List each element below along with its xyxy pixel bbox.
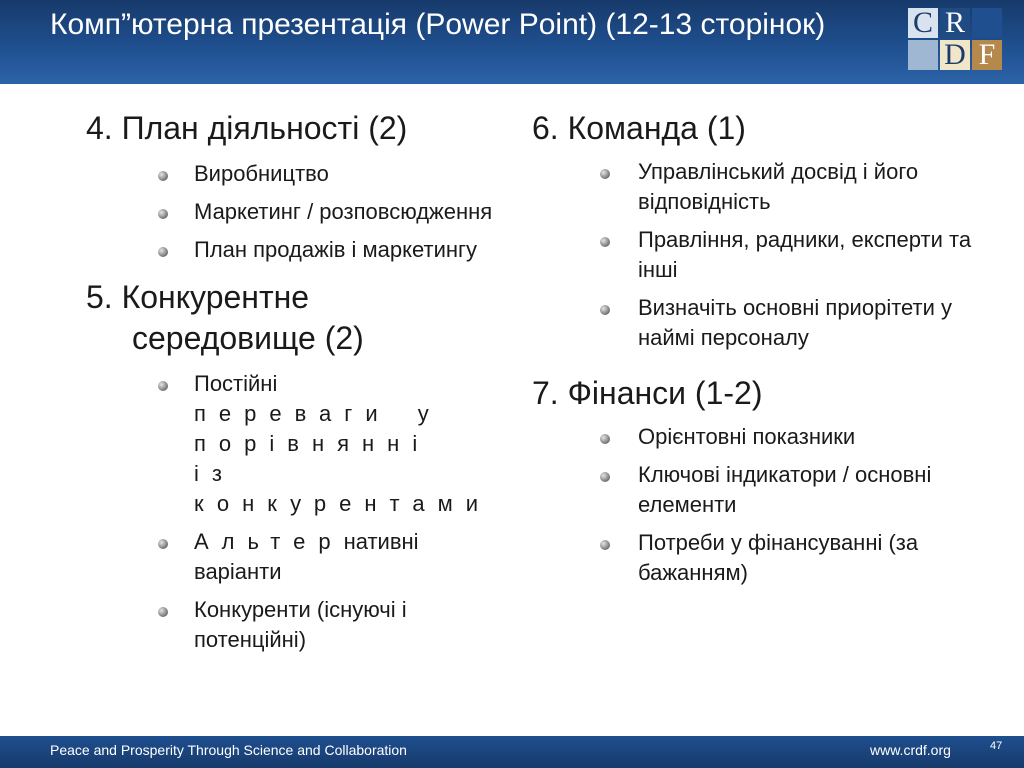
bullet-item (86, 159, 496, 189)
bullet-text-spaced: переваги у порівнянні із конкурентами (194, 401, 491, 516)
right-column (532, 108, 972, 608)
bullet-icon (158, 381, 168, 391)
logo-tile (972, 8, 1002, 38)
bullet-text: Виробництво (194, 161, 329, 186)
logo-letter-c: C (908, 8, 938, 38)
bullet-icon (158, 607, 168, 617)
bullet-icon (600, 305, 610, 315)
section-4-heading: 4. План діяльності (2) (86, 110, 408, 146)
section-6-list (532, 157, 972, 353)
section-5-heading: 5. Конкурентне середовище (2) (86, 279, 364, 356)
bullet-item (86, 369, 496, 519)
header-band (0, 0, 1024, 84)
bullet-text: Орієнтовні показники (638, 424, 856, 449)
bullet-item (532, 157, 972, 217)
bullet-text-spaced: Альтер (194, 529, 344, 554)
bullet-icon (158, 539, 168, 549)
footer-band (0, 736, 1024, 768)
bullet-item (86, 527, 496, 587)
bullet-text: нативні варіанти (194, 529, 419, 584)
bullet-item (86, 235, 496, 265)
left-column (86, 108, 496, 667)
bullet-icon (600, 540, 610, 550)
bullet-text: Маркетинг / розповсюдження (194, 199, 493, 224)
bullet-text: Правління, радники, експерти та інші (638, 227, 972, 282)
logo-tile (908, 40, 938, 70)
bullet-icon (600, 434, 610, 444)
page-number: 47 (990, 740, 1003, 752)
footer-tagline: Peace and Prosperity Through Science and Collaboration (50, 742, 407, 758)
logo-letter-r: R (940, 8, 970, 38)
bullet-text: Конкуренти (існуючі і потенційні) (194, 597, 407, 652)
bullet-icon (158, 247, 168, 257)
bullet-icon (600, 237, 610, 247)
bullet-text: Постійні (194, 371, 278, 396)
bullet-text: Управлінський досвід і його відповідність (638, 159, 919, 214)
bullet-item (532, 528, 972, 588)
bullet-text: План продажів і маркетингу (194, 237, 478, 262)
footer-url[interactable]: www.crdf.org (870, 742, 951, 758)
bullet-item (532, 422, 972, 452)
bullet-icon (600, 472, 610, 482)
bullet-text: Потреби у фінансуванні (за бажанням) (638, 530, 919, 585)
section-6-heading: 6. Команда (1) (532, 110, 746, 146)
bullet-icon (158, 171, 168, 181)
bullet-text: Ключові індикатори / основні елементи (638, 462, 932, 517)
bullet-item (532, 460, 972, 520)
bullet-item (532, 225, 972, 285)
section-7-heading: 7. Фінанси (1-2) (532, 375, 763, 411)
bullet-text: Визначіть основні приорітети у наймі персоналу (638, 295, 953, 350)
bullet-item (86, 595, 496, 655)
bullet-item (86, 197, 496, 227)
crdf-logo (906, 6, 1002, 72)
bullet-icon (158, 209, 168, 219)
section-7-list (532, 422, 972, 588)
section-5-list (86, 369, 496, 655)
bullet-icon (600, 169, 610, 179)
logo-letter-f: F (972, 40, 1002, 70)
slide-title: Комп”ютерна презентація (Power Point) (12-13 сторінок) (50, 8, 826, 41)
section-4-list (86, 159, 496, 265)
logo-letter-d: D (940, 40, 970, 70)
bullet-item (532, 293, 972, 353)
